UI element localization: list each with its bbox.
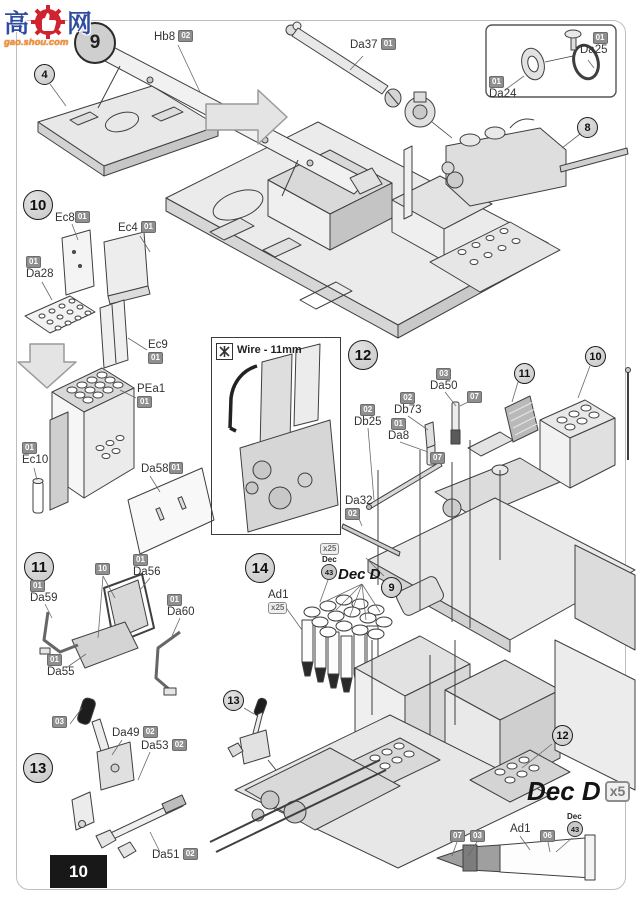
shell-decal-circle-43: 43 — [567, 821, 583, 837]
label-da60: 01 Da60 — [167, 595, 195, 618]
part-badge: 01 — [489, 76, 504, 88]
part-badge: 01 — [26, 256, 41, 268]
arrow-down-icon — [18, 344, 76, 388]
part-badge: 01 — [169, 462, 184, 474]
part-badge: 01 — [167, 594, 182, 606]
label-ec10: 01 Ec10 — [22, 443, 49, 466]
bolt-badge-07: 07 — [430, 452, 445, 464]
dec-word: Dec — [322, 555, 337, 564]
label-ec8: Ec8 01 — [55, 211, 90, 224]
dec-qty-badge: x25 — [320, 543, 339, 555]
page-number: 10 — [50, 855, 107, 888]
ref-circle-9: 9 — [381, 577, 402, 598]
ref-circle-13: 13 — [223, 690, 244, 711]
da37-shaft-drawing — [286, 22, 401, 107]
gear-thumbsup-icon — [30, 4, 66, 40]
part-badge: 02 — [345, 508, 360, 520]
label-da59: 01 Da59 — [30, 581, 58, 604]
part-badge: 01 — [75, 211, 90, 223]
label-da28: 01 Da28 — [26, 257, 54, 280]
shell-badge-07: 07 — [450, 830, 465, 842]
cut-wire-icon — [216, 343, 233, 360]
grip-badge-03: 03 — [52, 716, 67, 728]
dec-d-qty-badge: x5 — [605, 781, 631, 802]
lever-drawing — [72, 697, 186, 858]
label-da58: Da58 01 — [141, 462, 183, 475]
label-ec9: Ec9 01 — [148, 339, 168, 362]
label-da24: 01 Da24 — [489, 77, 517, 100]
seat-pad-badge: 10 — [95, 563, 110, 575]
pea1-box-drawing — [33, 368, 214, 554]
part-badge: 01 — [148, 352, 163, 364]
shell-badge-06: 06 — [540, 830, 555, 842]
label-da50: 03 Da50 — [430, 369, 458, 392]
watermark-char-right: 网 — [67, 10, 93, 38]
wire-inset-box — [211, 337, 341, 535]
label-da51: Da51 02 — [152, 848, 198, 861]
label-da56: 01 Da56 — [133, 555, 161, 578]
part-badge: 01 — [133, 554, 148, 566]
part-badge: 01 — [391, 418, 406, 430]
part-badge: 01 — [141, 221, 156, 233]
step-circle-14: 14 — [245, 553, 275, 583]
label-da32: Da32 02 — [345, 495, 373, 518]
label-hb8: Hb8 02 — [154, 30, 193, 43]
step-circle-13: 13 — [23, 753, 53, 783]
step-circle-12: 12 — [348, 340, 378, 370]
shell-badge-03: 03 — [470, 830, 485, 842]
label-pea1: PEa1 01 — [137, 383, 166, 406]
shell-dec-word: Dec — [567, 812, 582, 821]
part-badge: 01 — [593, 32, 608, 44]
ref-circle-4: 4 — [34, 64, 55, 85]
watermark-logo — [4, 4, 92, 48]
label-da25: 01 Da25 — [580, 33, 608, 56]
label-da49: Da49 02 — [112, 726, 158, 739]
watermark-char-left: 高 — [4, 10, 30, 38]
step-circle-hidden: 9 — [74, 22, 116, 64]
dec-d-label: Dec D — [338, 566, 381, 583]
part-badge: 01 — [22, 442, 37, 454]
ad1-qty-badge: x25 — [268, 602, 287, 614]
label-shell-ad1: Ad1 — [510, 823, 531, 835]
label-ad1: Ad1 x25 — [268, 589, 289, 612]
part-badge: 03 — [436, 368, 451, 380]
decal-circle-43: 43 — [321, 564, 337, 580]
ref-circle-12: 12 — [552, 725, 573, 746]
ref-circle-11: 11 — [514, 363, 535, 384]
part-badge: 01 — [381, 38, 396, 50]
step-circle-11: 11 — [24, 552, 54, 582]
engine-drawing — [442, 119, 628, 206]
part-badge: 01 — [47, 654, 62, 666]
part-badge: 02 — [360, 404, 375, 416]
label-da53: Da53 02 — [141, 739, 187, 752]
part-badge: 02 — [400, 392, 415, 404]
label-db73: 02 Db73 — [394, 393, 422, 416]
blower-drawing — [405, 92, 452, 138]
label-db25: 02 Db25 — [354, 405, 382, 428]
label-da8: 01 Da8 — [388, 419, 410, 442]
dec-d-big-label: Dec D x5 — [527, 776, 630, 807]
step-circle-10: 10 — [23, 190, 53, 220]
label-da55: 01 Da55 — [47, 655, 75, 678]
part-badge: 02 — [183, 848, 198, 860]
part-badge: 01 — [30, 580, 45, 592]
part-badge: 02 — [172, 739, 187, 751]
wire-note-text: Wire - 11mm — [237, 344, 302, 356]
bolt-badge-07: 07 — [467, 391, 482, 403]
part-badge: 01 — [137, 396, 152, 408]
watermark-site-text: gao.shou.com — [4, 37, 69, 48]
part-badge: 02 — [143, 726, 158, 738]
ref-circle-8: 8 — [577, 117, 598, 138]
part-badge: 02 — [178, 30, 193, 42]
label-da37: Da37 01 — [350, 38, 396, 51]
ref-circle-10: 10 — [585, 346, 606, 367]
label-ec4: Ec4 01 — [118, 221, 156, 234]
